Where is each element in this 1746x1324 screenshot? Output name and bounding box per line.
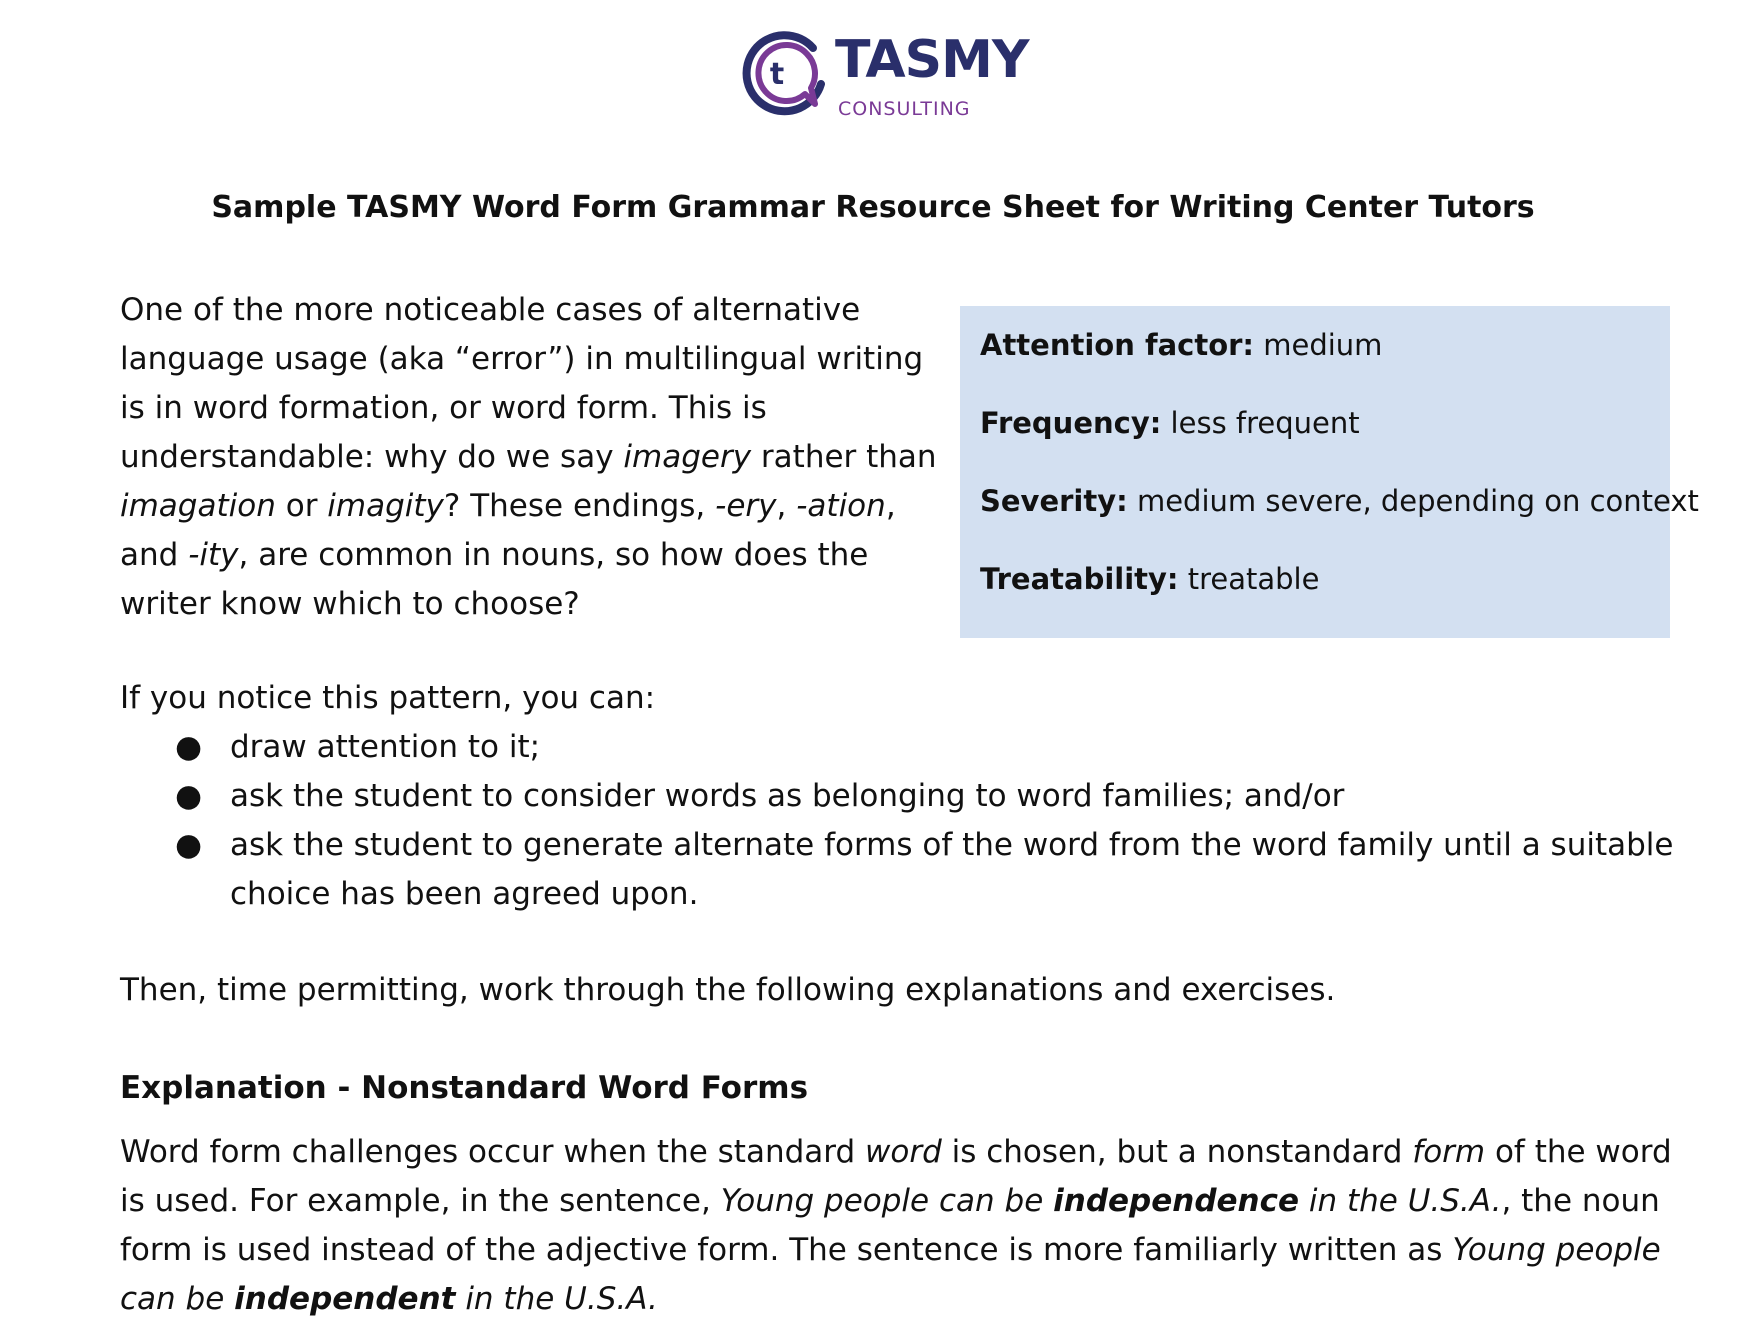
lead-text: If you notice this pattern, you can: <box>120 680 656 716</box>
list-item: ● ask the student to generate alternate forms of the word from the word family until a suitable choice has been agreed upon. <box>120 821 1680 919</box>
suggestion-list <box>120 723 1680 919</box>
logo-icon-letter: t <box>769 57 785 92</box>
bullet-icon: ● <box>175 827 203 863</box>
bullet-icon: ● <box>175 729 203 765</box>
tasmy-logo-icon <box>735 22 831 118</box>
factor-attention: Attention factor: medium <box>980 328 1383 362</box>
tasmy-logo <box>735 22 1055 122</box>
list-item: ● draw attention to it; <box>120 723 1680 772</box>
list-item: ● ask the student to consider words as belonging to word families; and/or <box>120 772 1680 821</box>
factors-box <box>960 306 1699 638</box>
section-heading: Explanation - Nonstandard Word Forms <box>120 1070 809 1106</box>
logo-subtitle: CONSULTING <box>838 98 971 120</box>
factor-severity: Severity: medium severe, depending on context <box>980 484 1699 518</box>
bullet-icon: ● <box>175 778 203 814</box>
page-title: Sample TASMY Word Form Grammar Resource Sheet for Writing Center Tutors <box>211 190 1535 225</box>
intro-paragraph: One of the more noticeable cases of alternative language usage (aka “error”) in multilingual writing is in word formation, or word form. This is understandable: why do we say imagery rather than imagation or imagity? These endings, -ery, -ation, and -ity, are common in nouns, so how does the writer know which to choose? <box>120 292 937 622</box>
factor-frequency: Frequency: less frequent <box>980 406 1360 440</box>
logo-wordmark: TASMY <box>835 30 1029 90</box>
then-paragraph: Then, time permitting, work through the following explanations and exercises. <box>120 972 1336 1008</box>
explanation-paragraph: Word form challenges occur when the standard word is chosen, but a nonstandard form of the word is used. For example, in the sentence, Young people can be independence in the U.S.A., the noun form is used instead of the adjective form. The sentence is more familiarly written as Young people can be independent in the U.S.A. <box>120 1134 1672 1317</box>
factor-treatability: Treatability: treatable <box>980 562 1320 596</box>
